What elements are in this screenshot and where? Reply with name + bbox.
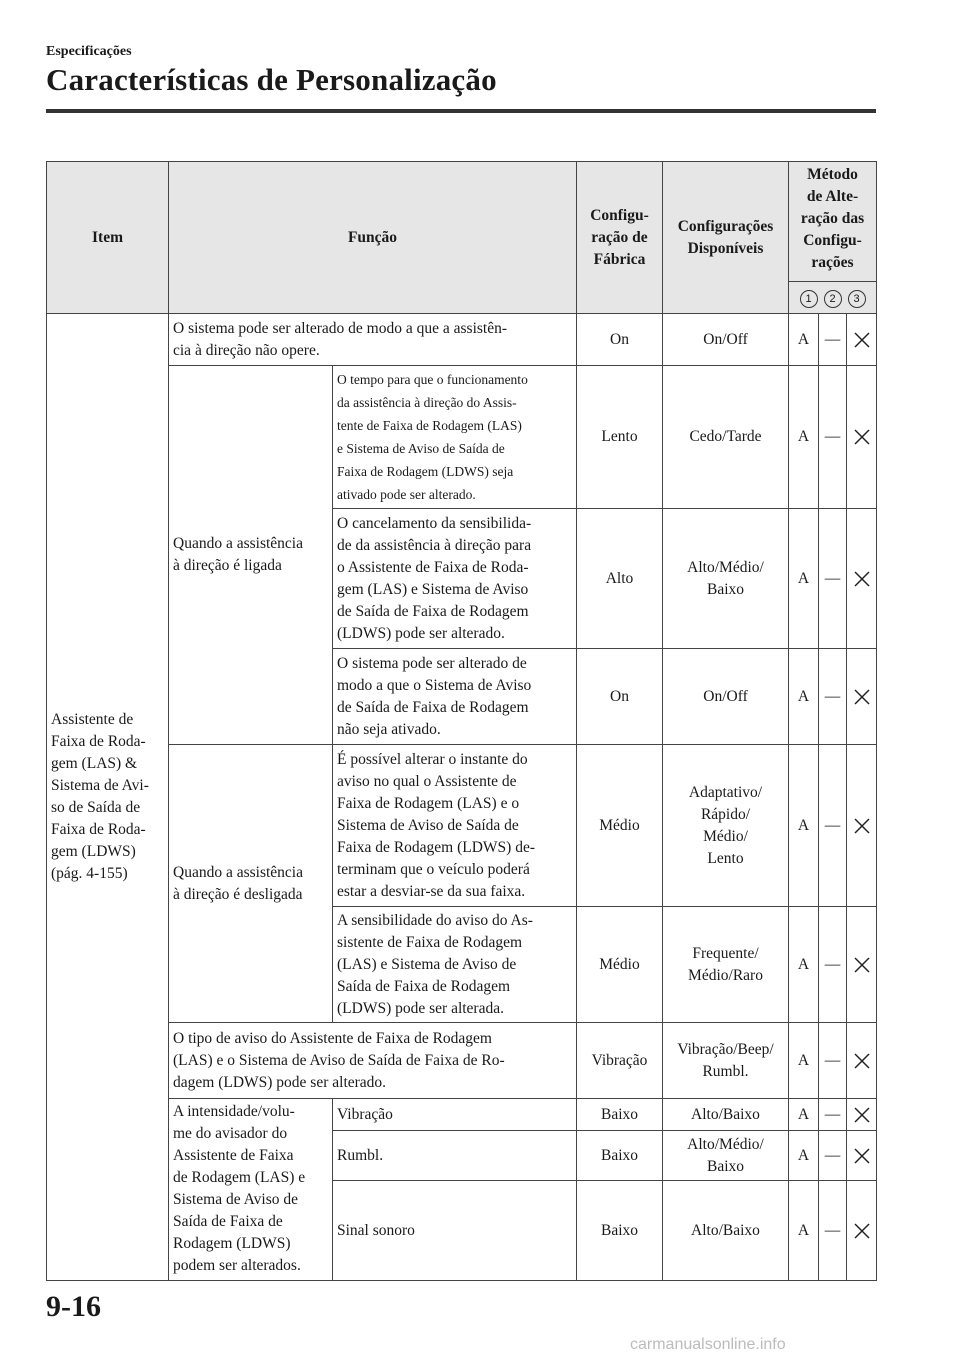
method-dash-cell: —: [819, 1099, 847, 1131]
function-cell: O tipo de aviso do Assistente de Faixa de Rodagem (LAS) e o Sistema de Aviso de Saída de Faixa de Ro- dagem (LDWS) pode ser alterado.: [169, 1023, 577, 1099]
function-cell: O cancelamento da sensibilida- de da assistência à direção para o Assistente de Faixa de Roda- gem (LAS) e Sistema de Aviso de Saída de Faixa de Rodagem (LDWS) pode ser alterado.: [333, 509, 577, 649]
factory-cell: On: [577, 314, 663, 366]
available-cell: Alto/Baixo: [663, 1099, 789, 1131]
header-disponiveis: Configurações Disponíveis: [663, 162, 789, 314]
method-dash-cell: —: [819, 1181, 847, 1281]
method-dash-cell: —: [819, 745, 847, 907]
watermark: carmanualsonline.info: [630, 1336, 786, 1353]
method-dash-cell: —: [819, 509, 847, 649]
cross-icon: [852, 1105, 872, 1125]
factory-cell: Médio: [577, 907, 663, 1023]
header-funcao: Função: [169, 162, 577, 314]
method-a-cell: A: [789, 1099, 819, 1131]
available-cell: Adaptativo/ Rápido/ Médio/ Lento: [663, 745, 789, 907]
available-cell: Alto/Médio/ Baixo: [663, 1131, 789, 1181]
cross-icon: [852, 955, 872, 975]
group-ligada: Quando a assistência à direção é ligada: [169, 366, 333, 745]
table-row: [47, 1099, 877, 1131]
customization-table: [46, 161, 877, 1281]
method-a-cell: A: [789, 907, 819, 1023]
method-a-cell: A: [789, 1181, 819, 1281]
header-method-numbers: [789, 282, 877, 314]
cross-icon: [852, 427, 872, 447]
title-divider: [46, 109, 876, 113]
function-cell: Rumbl.: [333, 1131, 577, 1181]
method-cross-cell: [847, 907, 877, 1023]
method-a-cell: A: [789, 649, 819, 745]
cross-icon: [852, 330, 872, 350]
table-row: [47, 314, 877, 366]
method-a-cell: A: [789, 509, 819, 649]
available-cell: Alto/Baixo: [663, 1181, 789, 1281]
available-cell: On/Off: [663, 649, 789, 745]
header-row: [47, 162, 877, 282]
cross-icon: [852, 1146, 872, 1166]
method-cross-cell: [847, 1099, 877, 1131]
method-cross-cell: [847, 1181, 877, 1281]
header-fabrica: Configu- ração de Fábrica: [577, 162, 663, 314]
available-cell: Alto/Médio/ Baixo: [663, 509, 789, 649]
method-cross-cell: [847, 1023, 877, 1099]
group-intensidade: A intensidade/volu- me do avisador do Assistente de Faixa de Rodagem (LAS) e Sistema de Aviso de Saída de Faixa de Rodagem (LDWS) podem ser alterados.: [169, 1099, 333, 1281]
circled-number-2: 2: [824, 290, 842, 308]
table-row: [47, 1023, 877, 1099]
method-a-cell: A: [789, 1023, 819, 1099]
method-dash-cell: —: [819, 1023, 847, 1099]
cross-icon: [852, 569, 872, 589]
factory-cell: On: [577, 649, 663, 745]
method-cross-cell: [847, 1131, 877, 1181]
page-number: 9-16: [46, 1290, 101, 1323]
function-cell: É possível alterar o instante do aviso no qual o Assistente de Faixa de Rodagem (LAS) e o Sistema de Aviso de Saída de Faixa de Rodagem (LDWS) de- terminam que o veículo poderá estar a desviar-se da sua faixa.: [333, 745, 577, 907]
table-row: [47, 366, 877, 509]
function-cell: Vibração: [333, 1099, 577, 1131]
cross-icon: [852, 1051, 872, 1071]
factory-cell: Médio: [577, 745, 663, 907]
function-cell: O sistema pode ser alterado de modo a que o Sistema de Aviso de Saída de Faixa de Rodagem não seja ativado.: [333, 649, 577, 745]
method-a-cell: A: [789, 314, 819, 366]
factory-cell: Baixo: [577, 1181, 663, 1281]
method-a-cell: A: [789, 1131, 819, 1181]
function-cell: O tempo para que o funcionamento da assistência à direção do Assis- tente de Faixa de Rodagem (LAS) e Sistema de Aviso de Saída de Faixa de Rodagem (LDWS) seja ativado pode ser alterado.: [333, 366, 577, 509]
function-cell: Sinal sonoro: [333, 1181, 577, 1281]
method-a-cell: A: [789, 366, 819, 509]
available-cell: On/Off: [663, 314, 789, 366]
cross-icon: [852, 816, 872, 836]
available-cell: Frequente/ Médio/Raro: [663, 907, 789, 1023]
page-title: Características de Personalização: [46, 62, 497, 97]
group-desligada: Quando a assistência à direção é desligada: [169, 745, 333, 1023]
method-cross-cell: [847, 366, 877, 509]
method-cross-cell: [847, 745, 877, 907]
method-dash-cell: —: [819, 649, 847, 745]
available-cell: Vibração/Beep/ Rumbl.: [663, 1023, 789, 1099]
circled-number-3: 3: [848, 290, 866, 308]
method-cross-cell: [847, 314, 877, 366]
header-metodo: Método de Alte- ração das Configu- rações: [789, 162, 877, 282]
method-dash-cell: —: [819, 366, 847, 509]
method-dash-cell: —: [819, 907, 847, 1023]
item-cell: Assistente de Faixa de Roda- gem (LAS) & Sistema de Avi- so de Saída de Faixa de Roda- gem (LDWS) (pág. 4-155): [47, 314, 169, 1281]
method-dash-cell: —: [819, 314, 847, 366]
cross-icon: [852, 1221, 872, 1241]
circled-number-1: 1: [800, 290, 818, 308]
factory-cell: Lento: [577, 366, 663, 509]
factory-cell: Alto: [577, 509, 663, 649]
section-label: Especificações: [46, 44, 132, 59]
method-cross-cell: [847, 649, 877, 745]
header-item: Item: [47, 162, 169, 314]
factory-cell: Baixo: [577, 1131, 663, 1181]
table-row: [47, 745, 877, 907]
method-a-cell: A: [789, 745, 819, 907]
method-cross-cell: [847, 509, 877, 649]
factory-cell: Vibração: [577, 1023, 663, 1099]
function-cell: A sensibilidade do aviso do As- sistente de Faixa de Rodagem (LAS) e Sistema de Aviso de Saída de Faixa de Rodagem (LDWS) pode ser alterada.: [333, 907, 577, 1023]
function-cell: O sistema pode ser alterado de modo a que a assistên- cia à direção não opere.: [169, 314, 577, 366]
factory-cell: Baixo: [577, 1099, 663, 1131]
available-cell: Cedo/Tarde: [663, 366, 789, 509]
cross-icon: [852, 687, 872, 707]
method-dash-cell: —: [819, 1131, 847, 1181]
